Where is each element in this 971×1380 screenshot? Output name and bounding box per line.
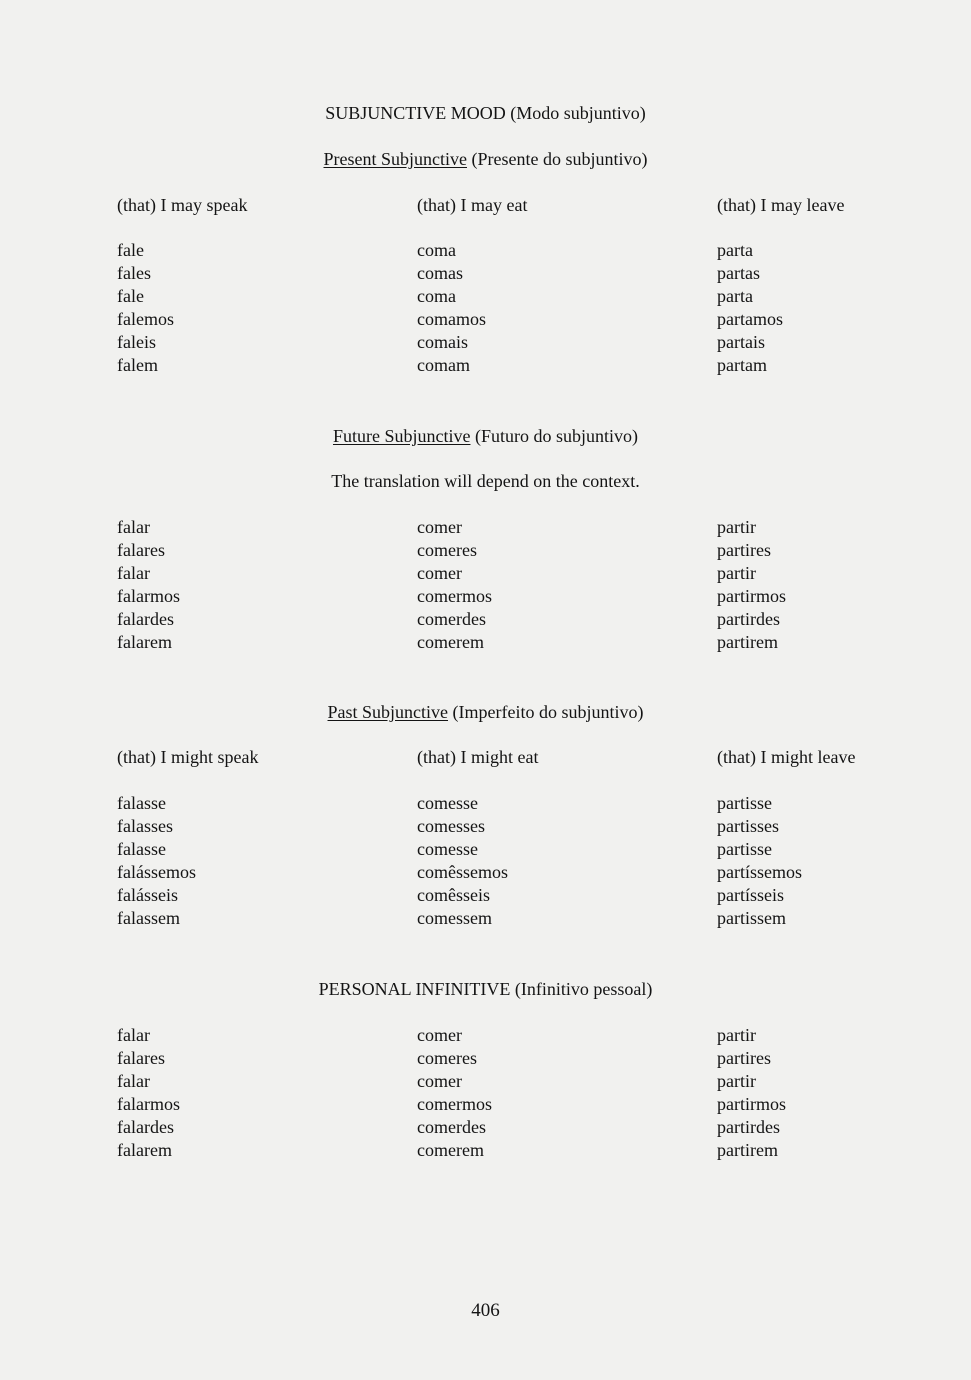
present-col-header-speak: (that) I may speak: [117, 195, 248, 215]
conjugation-form: falarem: [117, 1140, 172, 1160]
conjugation-form: falássemos: [117, 862, 196, 882]
conjugation-form: partirem: [717, 632, 778, 652]
conjugation-form: comamos: [417, 309, 486, 329]
future-partir-column: [717, 516, 786, 654]
past-subjunctive-title: Past Subjunctive: [327, 702, 449, 722]
conjugation-form: fale: [117, 286, 144, 306]
present-col-header-eat: (that) I may eat: [417, 195, 528, 215]
conjugation-form: falares: [117, 1048, 165, 1068]
page-title: SUBJUNCTIVE MOOD (Modo subjuntivo): [325, 103, 646, 123]
conjugation-form: comesse: [417, 793, 478, 813]
conjugation-form: comeres: [417, 1048, 477, 1068]
present-partir-column: [717, 239, 783, 377]
present-subjunctive-heading: [0, 148, 971, 170]
conjugation-form: falemos: [117, 309, 174, 329]
conjugation-form: comêsseis: [417, 885, 490, 905]
conjugation-form: fales: [117, 263, 151, 283]
conjugation-form: coma: [417, 286, 456, 306]
conjugation-form: partirmos: [717, 1094, 786, 1114]
conjugation-form: partissem: [717, 908, 786, 928]
past-subjunctive-heading: [0, 701, 971, 723]
past-col-header-eat: (that) I might eat: [417, 747, 539, 767]
conjugation-form: partam: [717, 355, 767, 375]
conjugation-form: partamos: [717, 309, 783, 329]
conjugation-form: partir: [717, 563, 756, 583]
conjugation-form: partir: [717, 1025, 756, 1045]
conjugation-form: comerdes: [417, 609, 486, 629]
conjugation-form: faleis: [117, 332, 156, 352]
page-number: 406: [471, 1300, 500, 1321]
conjugation-form: falarmos: [117, 586, 180, 606]
present-falar-column: [117, 239, 174, 377]
conjugation-form: comer: [417, 517, 462, 537]
conjugation-form: falar: [117, 1071, 150, 1091]
personal-comer-column: [417, 1024, 492, 1162]
conjugation-form: comer: [417, 1071, 462, 1091]
conjugation-form: parta: [717, 240, 753, 260]
conjugation-form: falasses: [117, 816, 173, 836]
present-subjunctive-title: Present Subjunctive: [323, 149, 467, 169]
conjugation-form: falardes: [117, 1117, 174, 1137]
conjugation-form: partisse: [717, 793, 772, 813]
conjugation-form: partisses: [717, 816, 779, 836]
conjugation-form: comermos: [417, 1094, 492, 1114]
conjugation-form: comêssemos: [417, 862, 508, 882]
conjugation-form: parta: [717, 286, 753, 306]
past-col-header-speak: (that) I might speak: [117, 747, 259, 767]
conjugation-form: partísseis: [717, 885, 784, 905]
future-subjunctive-note: The translation will depend on the context.: [331, 471, 640, 491]
conjugation-form: partires: [717, 540, 771, 560]
conjugation-form: comais: [417, 332, 468, 352]
conjugation-form: coma: [417, 240, 456, 260]
conjugation-form: comeres: [417, 540, 477, 560]
future-comer-column: [417, 516, 492, 654]
personal-infinitive-heading: PERSONAL INFINITIVE (Infinitivo pessoal): [318, 979, 653, 999]
conjugation-form: comerem: [417, 632, 484, 652]
conjugation-form: fale: [117, 240, 144, 260]
future-subjunctive-heading: [0, 425, 971, 447]
conjugation-form: falar: [117, 563, 150, 583]
conjugation-form: falardes: [117, 609, 174, 629]
conjugation-form: partir: [717, 1071, 756, 1091]
conjugation-form: partir: [717, 517, 756, 537]
past-col-header-leave: (that) I might leave: [717, 747, 856, 767]
future-falar-column: [117, 516, 180, 654]
conjugation-form: comer: [417, 1025, 462, 1045]
present-subjunctive-title-pt: (Presente do subjuntivo): [467, 149, 648, 169]
conjugation-form: falem: [117, 355, 158, 375]
conjugation-form: falasse: [117, 839, 166, 859]
past-partir-column: [717, 792, 802, 930]
conjugation-form: partirem: [717, 1140, 778, 1160]
conjugation-form: falasse: [117, 793, 166, 813]
future-subjunctive-title: Future Subjunctive: [332, 426, 471, 446]
conjugation-form: falar: [117, 517, 150, 537]
conjugation-form: partirdes: [717, 609, 780, 629]
conjugation-form: falar: [117, 1025, 150, 1045]
conjugation-form: partirmos: [717, 586, 786, 606]
conjugation-form: partires: [717, 1048, 771, 1068]
present-col-header-leave: (that) I may leave: [717, 195, 845, 215]
conjugation-form: comam: [417, 355, 470, 375]
conjugation-form: comesses: [417, 816, 485, 836]
conjugation-form: partíssemos: [717, 862, 802, 882]
conjugation-form: partais: [717, 332, 765, 352]
conjugation-form: comas: [417, 263, 463, 283]
conjugation-form: comer: [417, 563, 462, 583]
conjugation-form: falásseis: [117, 885, 178, 905]
past-falar-column: [117, 792, 196, 930]
conjugation-form: falarmos: [117, 1094, 180, 1114]
conjugation-form: falares: [117, 540, 165, 560]
personal-falar-column: [117, 1024, 180, 1162]
past-subjunctive-title-pt: (Imperfeito do subjuntivo): [448, 702, 644, 722]
present-comer-column: [417, 239, 486, 377]
conjugation-form: partisse: [717, 839, 772, 859]
conjugation-form: partas: [717, 263, 760, 283]
past-comer-column: [417, 792, 508, 930]
conjugation-form: comermos: [417, 586, 492, 606]
conjugation-form: falarem: [117, 632, 172, 652]
conjugation-form: comerem: [417, 1140, 484, 1160]
conjugation-form: comerdes: [417, 1117, 486, 1137]
conjugation-form: comesse: [417, 839, 478, 859]
conjugation-form: comessem: [417, 908, 492, 928]
future-subjunctive-title-pt: (Futuro do subjuntivo): [470, 426, 638, 446]
conjugation-form: partirdes: [717, 1117, 780, 1137]
personal-partir-column: [717, 1024, 786, 1162]
conjugation-form: falassem: [117, 908, 180, 928]
